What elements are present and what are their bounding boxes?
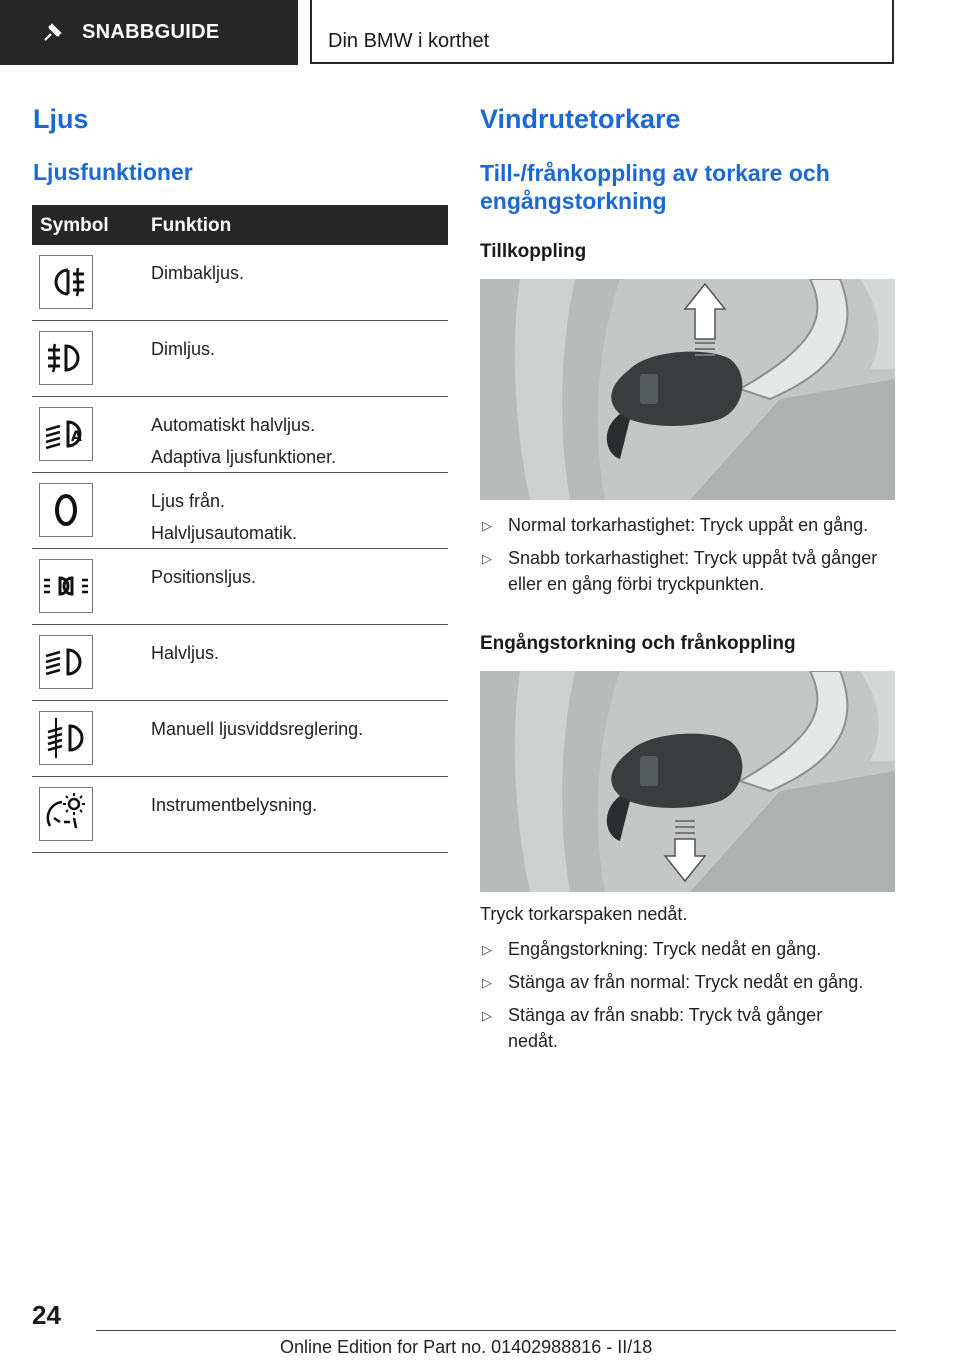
subsection-title-line1: Till-/frånkoppling av torkare och [480, 160, 830, 186]
table-row [32, 397, 448, 473]
section-title-lights: Ljus [33, 104, 89, 134]
bullet-triangle-icon: ▷ [482, 1008, 492, 1023]
tab-label: SNABBGUIDE [82, 21, 220, 43]
table-row [32, 777, 448, 853]
table-row [32, 245, 448, 321]
page-number: 24 [32, 1300, 61, 1330]
section-title-wipers: Vindrutetorkare [480, 104, 681, 134]
single-wipe-bullets [480, 936, 900, 1061]
light-symbols-table [32, 205, 448, 853]
column-header-symbol: Symbol [40, 215, 109, 236]
section-tab[interactable] [0, 0, 298, 65]
instrument-lighting-icon [39, 787, 93, 841]
subsection-title-wiper-switching [480, 159, 830, 215]
edition-note: Online Edition for Part no. 01402988816 - II/18 [280, 1337, 653, 1357]
bullet-triangle-icon: ▷ [482, 942, 492, 957]
row-text: Dimbakljus. [151, 263, 245, 283]
heading-switch-on: Tillkoppling [480, 241, 587, 262]
wiper-lever-down-illustration [480, 671, 895, 892]
list-item: ▷ Normal torkarhastighet: Tryck uppåt en gång. [480, 512, 900, 538]
svg-text:A: A [71, 429, 82, 445]
headlight-range-icon [39, 711, 93, 765]
bullet-triangle-icon: ▷ [482, 551, 492, 566]
pin-icon [40, 21, 64, 45]
chapter-header [310, 0, 894, 64]
subsection-title-light-functions: Ljusfunktioner [33, 159, 193, 185]
row-text: Halvljus. [151, 643, 220, 663]
row-text: Instrumentbelysning. [151, 795, 318, 815]
switch-on-bullets [480, 512, 900, 604]
auto-low-beam-icon [39, 407, 93, 461]
row-text: Automatiskt halvljus. [151, 415, 316, 435]
wiper-lever-up-illustration [480, 279, 895, 500]
heading-single-wipe: Engångstorkning och frånkoppling [480, 633, 796, 654]
table-row [32, 321, 448, 397]
list-item: ▷ Stänga av från snabb: Tryck två gånger nedåt. [482, 1005, 823, 1051]
parking-lights-icon [39, 559, 93, 613]
footer-divider [96, 1330, 896, 1331]
rear-fog-light-icon [39, 255, 93, 309]
bullet-triangle-icon: ▷ [482, 518, 492, 533]
lights-off-icon [39, 483, 93, 537]
table-row [32, 701, 448, 777]
table-row [32, 473, 448, 549]
bullet-triangle-icon: ▷ [482, 975, 492, 990]
list-item: ▷ Engångstorkning: Tryck nedåt en gång. [480, 936, 900, 962]
list-item: ▷ Snabb torkarhastighet: Tryck uppåt två gånger eller en gång förbi tryckpunkten. [482, 548, 878, 594]
front-fog-light-icon [39, 331, 93, 385]
chapter-title: Din BMW i korthet [328, 30, 490, 52]
subsection-title-line2: engångstorkning [480, 188, 667, 214]
row-text: Dimljus. [151, 339, 216, 359]
list-item: ▷ Stänga av från normal: Tryck nedåt en gång. [480, 969, 900, 995]
row-text: Halvljusautomatik. [151, 523, 298, 543]
row-text: Positionsljus. [151, 567, 257, 587]
wipe-intro-text: Tryck torkarspaken nedåt. [480, 904, 688, 924]
row-text: Manuell ljusviddsreglering. [151, 719, 364, 739]
column-header-function: Funktion [151, 215, 232, 236]
table-row [32, 625, 448, 701]
row-text: Ljus från. [151, 491, 226, 511]
table-row [32, 549, 448, 625]
low-beam-icon [39, 635, 93, 689]
table-header [32, 205, 448, 245]
row-text: Adaptiva ljusfunktioner. [151, 447, 337, 467]
